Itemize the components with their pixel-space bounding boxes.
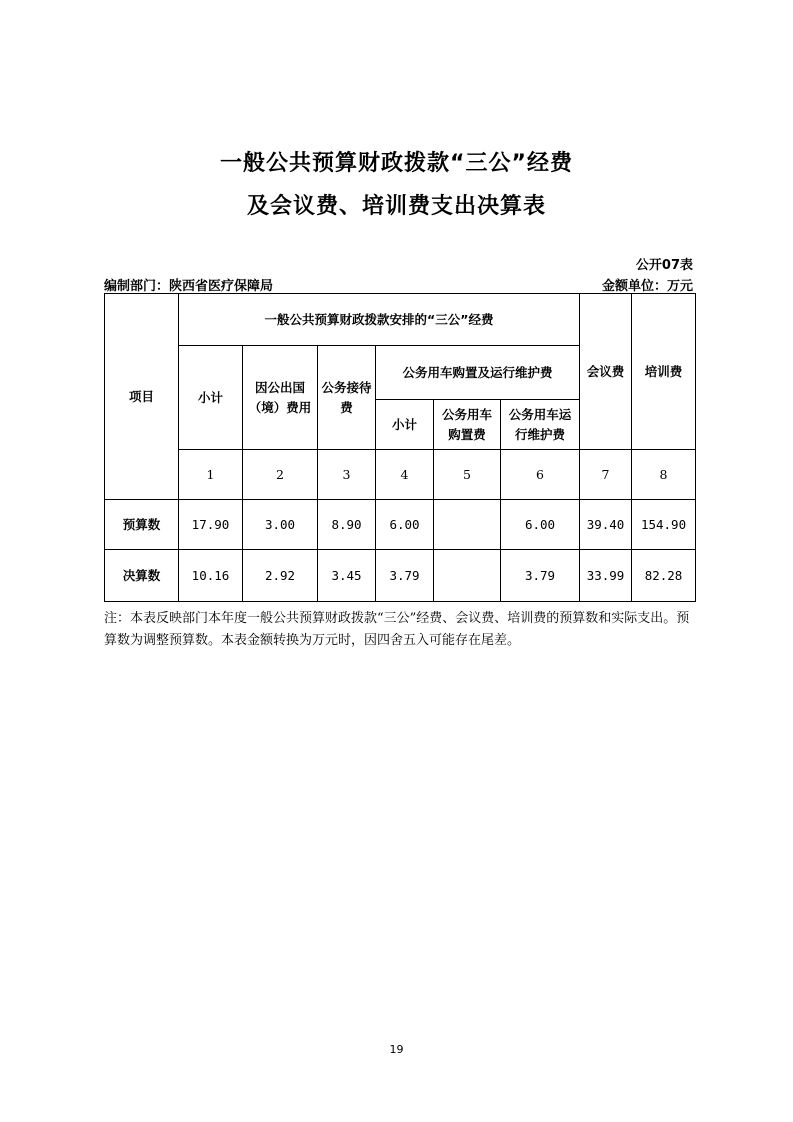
header-vehicle-group: 公务用车购置及运行维护费 bbox=[376, 346, 580, 400]
header-reception: 公务接待费 bbox=[318, 346, 376, 450]
index-cell: 4 bbox=[376, 450, 434, 500]
header-vehicle-purchase: 公务用车购置费 bbox=[434, 400, 501, 450]
index-cell: 8 bbox=[632, 450, 696, 500]
index-cell: 2 bbox=[243, 450, 318, 500]
budget-training-cell: 154.90 bbox=[632, 500, 696, 550]
header-item: 项目 bbox=[105, 294, 179, 500]
page-subtitle: 及会议费、培训费支出决算表 bbox=[246, 194, 546, 219]
final-meeting-cell: 33.99 bbox=[580, 550, 632, 602]
budget-vehicle-operation-cell: 6.00 bbox=[501, 500, 580, 550]
form-code: 公开07表 bbox=[635, 258, 693, 273]
index-cell: 5 bbox=[434, 450, 501, 500]
header-sangong-group: 一般公共预算财政拨款安排的“三公”经费 bbox=[179, 294, 580, 346]
index-cell: 3 bbox=[318, 450, 376, 500]
unit-label: 金额单位：万元 bbox=[601, 279, 693, 294]
header-abroad: 因公出国（境）费用 bbox=[243, 346, 318, 450]
budget-abroad-cell: 3.00 bbox=[243, 500, 318, 550]
header-vehicle-operation: 公务用车运行维护费 bbox=[501, 400, 580, 450]
page-number: 19 bbox=[389, 1043, 404, 1056]
header-subtotal: 小计 bbox=[179, 346, 243, 450]
header-training: 培训费 bbox=[632, 294, 696, 450]
final-subtotal-cell: 10.16 bbox=[179, 550, 243, 602]
index-cell: 6 bbox=[501, 450, 580, 500]
final-vehicle-subtotal-cell: 3.79 bbox=[376, 550, 434, 602]
final-abroad-cell: 2.92 bbox=[243, 550, 318, 602]
table-row-final bbox=[105, 550, 696, 602]
budget-vehicle-subtotal-cell: 6.00 bbox=[376, 500, 434, 550]
header-vehicle-subtotal: 小计 bbox=[376, 400, 434, 450]
table-note: 注：本表反映部门本年度一般公共预算财政拨款“三公”经费、会议费、培训费的预算数和实际支出。预算数为调整预算数。本表金额转换为万元时，因四舍五入可能存在尾差。 bbox=[104, 611, 690, 648]
index-cell: 1 bbox=[179, 450, 243, 500]
budget-vehicle-purchase-cell bbox=[434, 500, 501, 550]
budget-meeting-cell: 39.40 bbox=[580, 500, 632, 550]
header-meeting: 会议费 bbox=[580, 294, 632, 450]
page-title: 一般公共预算财政拨款“三公”经费 bbox=[220, 151, 573, 176]
department-label: 编制部门：陕西省医疗保障局 bbox=[104, 279, 274, 294]
index-cell: 7 bbox=[580, 450, 632, 500]
budget-reception-cell: 8.90 bbox=[318, 500, 376, 550]
budget-subtotal-cell: 17.90 bbox=[179, 500, 243, 550]
final-vehicle-purchase-cell bbox=[434, 550, 501, 602]
table-row-budget bbox=[105, 500, 696, 550]
row-label-final: 决算数 bbox=[105, 550, 179, 602]
budget-table bbox=[104, 293, 696, 602]
final-reception-cell: 3.45 bbox=[318, 550, 376, 602]
row-label-budget: 预算数 bbox=[105, 500, 179, 550]
final-training-cell: 82.28 bbox=[632, 550, 696, 602]
final-vehicle-operation-cell: 3.79 bbox=[501, 550, 580, 602]
